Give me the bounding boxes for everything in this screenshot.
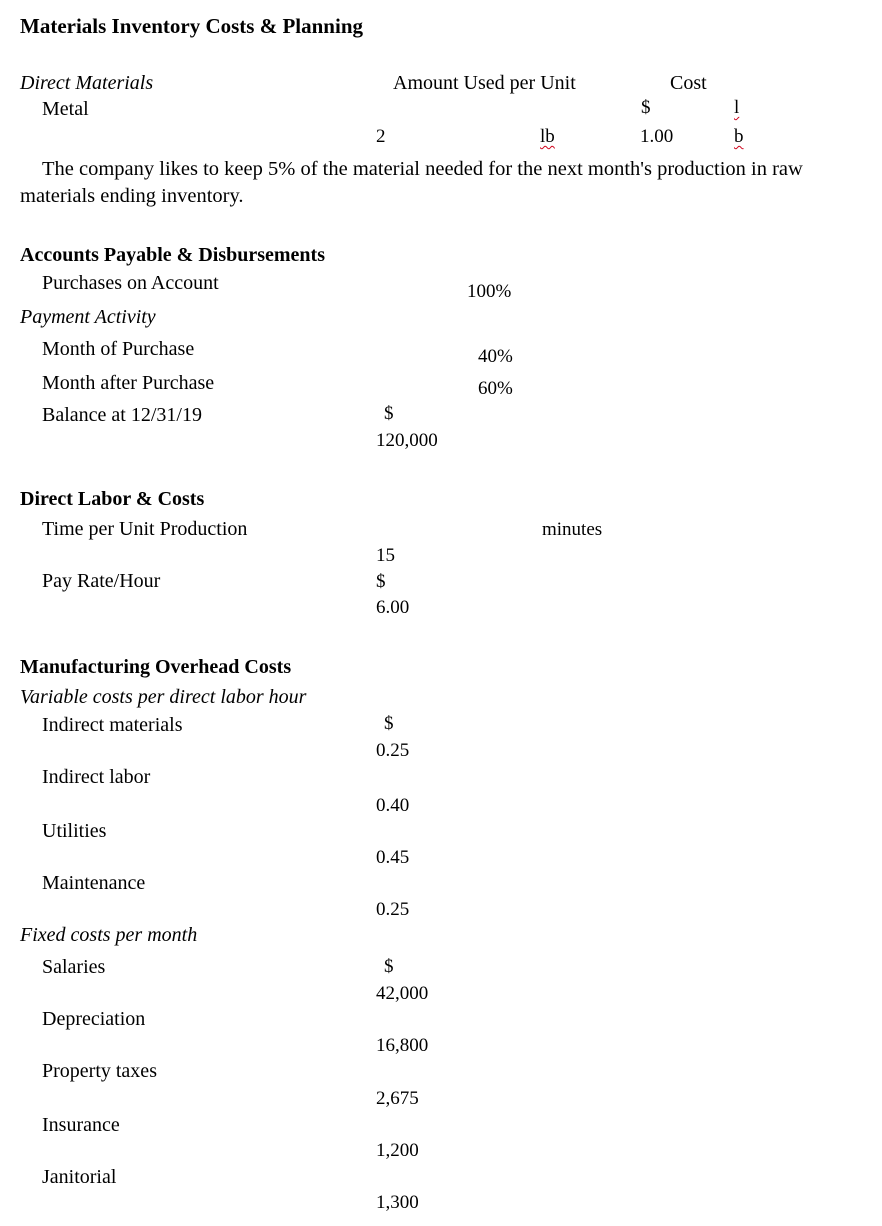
fixed-cost-value: 1,200 — [376, 1140, 419, 1161]
variable-cost-value: 0.25 — [376, 740, 410, 761]
pay-rate-value: 6.00 — [376, 597, 410, 618]
variable-cost-value: 0.25 — [376, 899, 410, 920]
time-per-unit-value: 15 — [376, 545, 395, 566]
fixed-cost-label: Property taxes — [42, 1060, 157, 1082]
purchases-on-account-label: Purchases on Account — [42, 272, 219, 294]
pay-rate-currency: $ — [376, 571, 386, 592]
fixed-costs-heading: Fixed costs per month — [20, 924, 198, 946]
direct-materials-heading: Direct Materials — [20, 72, 154, 94]
balance-label: Balance at 12/31/19 — [42, 404, 202, 426]
variable-cost-label: Indirect labor — [42, 766, 151, 788]
time-per-unit-label: Time per Unit Production — [42, 518, 248, 540]
variable-cost-label: Indirect materials — [42, 714, 183, 736]
fixed-cost-label: Janitorial — [42, 1166, 117, 1188]
inventory-policy-text: The company likes to keep 5% of the material needed for the next month's production in raw materials ending inventory. — [20, 158, 803, 207]
fixed-cost-currency: $ — [384, 956, 394, 977]
metal-amount: 2 — [376, 126, 386, 147]
variable-cost-label: Maintenance — [42, 872, 146, 894]
amount-used-column-header: Amount Used per Unit — [393, 72, 576, 94]
direct-labor-heading: Direct Labor & Costs — [20, 488, 205, 510]
variable-costs-heading: Variable costs per direct labor hour — [20, 686, 307, 708]
metal-cost: 1.00 — [640, 126, 674, 147]
metal-amount-unit: lb — [540, 126, 555, 147]
metal-cost-unit-bottom: b — [734, 126, 744, 147]
fixed-cost-label: Depreciation — [42, 1008, 146, 1030]
balance-currency: $ — [384, 403, 394, 424]
cost-column-header: Cost — [670, 72, 707, 94]
month-of-purchase-value: 40% — [478, 346, 513, 367]
fixed-cost-value: 2,675 — [376, 1088, 419, 1109]
month-after-purchase-value: 60% — [478, 378, 513, 399]
fixed-cost-label: Salaries — [42, 956, 106, 978]
purchases-on-account-value: 100% — [467, 281, 512, 302]
balance-value: 120,000 — [376, 430, 438, 451]
fixed-cost-value: 1,300 — [376, 1192, 419, 1213]
accounts-payable-heading: Accounts Payable & Disbursements — [20, 244, 325, 266]
fixed-cost-value: 16,800 — [376, 1035, 429, 1056]
metal-cost-unit-top: l — [734, 97, 740, 118]
month-after-purchase-label: Month after Purchase — [42, 372, 215, 394]
overhead-heading: Manufacturing Overhead Costs — [20, 656, 292, 678]
variable-cost-currency: $ — [384, 713, 394, 734]
pay-rate-label: Pay Rate/Hour — [42, 570, 161, 592]
payment-activity-heading: Payment Activity — [20, 306, 156, 328]
fixed-cost-label: Insurance — [42, 1114, 120, 1136]
page-title: Materials Inventory Costs & Planning — [20, 14, 363, 38]
time-unit: minutes — [542, 519, 603, 540]
fixed-cost-value: 42,000 — [376, 983, 429, 1004]
metal-label: Metal — [42, 98, 89, 120]
variable-cost-value: 0.45 — [376, 847, 410, 868]
variable-cost-value: 0.40 — [376, 795, 410, 816]
inventory-policy-note — [20, 156, 865, 210]
month-of-purchase-label: Month of Purchase — [42, 338, 195, 360]
metal-cost-currency: $ — [641, 97, 651, 118]
variable-cost-label: Utilities — [42, 820, 107, 842]
